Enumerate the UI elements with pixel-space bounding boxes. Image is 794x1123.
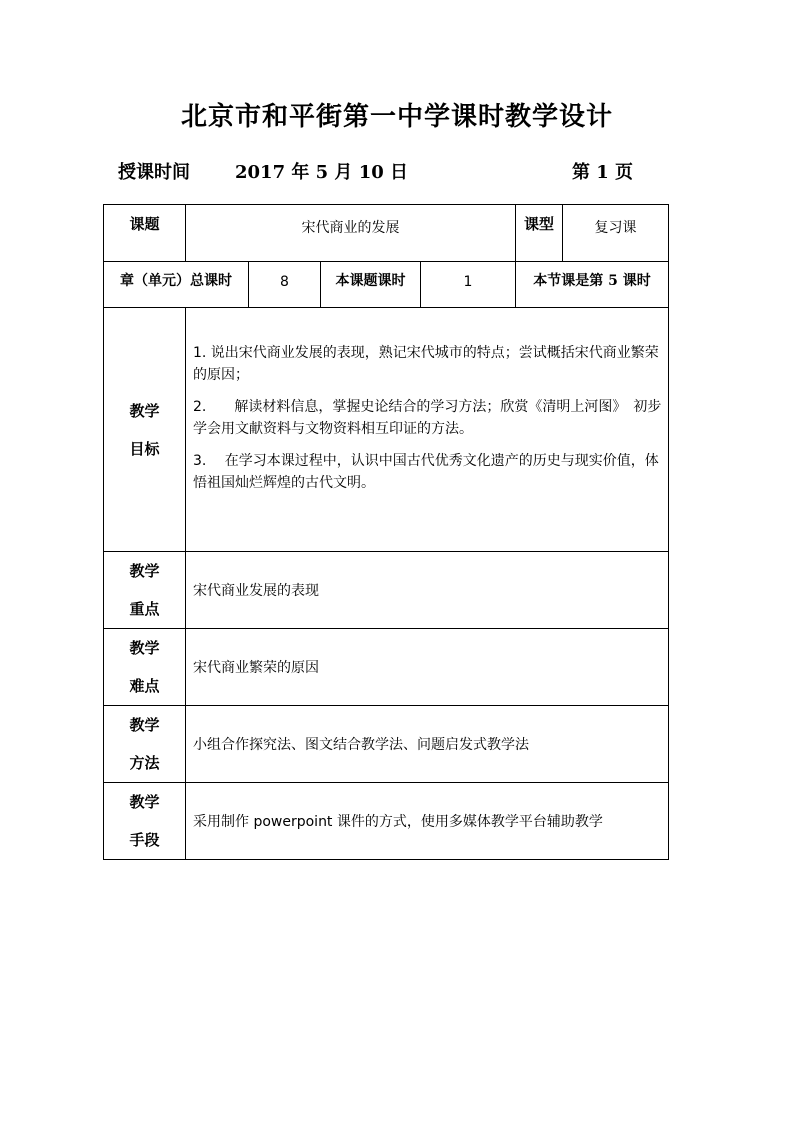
- difficulties-label-line1: 教学: [129, 639, 160, 657]
- page-number: 第 1 页: [572, 162, 634, 183]
- table-row: [104, 629, 669, 706]
- goals-label-line2: 目标: [129, 439, 160, 458]
- type-label: 课型: [516, 205, 563, 262]
- lesson-count-value: 1: [421, 262, 516, 308]
- date-label: 授课时间: [118, 162, 190, 183]
- table-row: [104, 308, 669, 552]
- key-points-value: 宋代商业发展的表现: [186, 552, 669, 629]
- table-row: [104, 783, 669, 860]
- topic-label: 课题: [104, 205, 186, 262]
- methods-label-line2: 方法: [129, 754, 160, 772]
- goals-label: [104, 308, 186, 552]
- key-points-label-line1: 教学: [129, 562, 160, 580]
- type-value: 复习课: [563, 205, 669, 262]
- key-points-label: [104, 552, 186, 629]
- date-value: 2017 年 5 月 10 日: [235, 162, 409, 183]
- table-row: [104, 706, 669, 783]
- means-label-line2: 手段: [129, 831, 160, 849]
- table-row: [104, 552, 669, 629]
- goal-item: 1. 说出宋代商业发展的表现，熟记宋代城市的特点；尝试概括宋代商业繁荣的原因；: [193, 345, 659, 383]
- goal-item: 2. 解读材料信息，掌握史论结合的学习方法；欣赏《清明上河图》 初步学会用文献资料与文物资料相互印证的方法。: [193, 399, 662, 437]
- means-label: [104, 783, 186, 860]
- means-value: 采用制作 powerpoint 课件的方式，使用多媒体教学平台辅助教学: [186, 783, 669, 860]
- table-row: [104, 205, 669, 262]
- lesson-count-label: 本课题课时: [321, 262, 421, 308]
- methods-label: [104, 706, 186, 783]
- chapter-total-label: 章（单元）总课时: [104, 262, 249, 308]
- methods-label-line1: 教学: [129, 716, 160, 734]
- difficulties-value: 宋代商业繁荣的原因: [186, 629, 669, 706]
- date-line: [0, 158, 794, 186]
- goals-content: [186, 308, 669, 552]
- goals-label-line1: 教学: [129, 401, 160, 420]
- means-label-line1: 教学: [129, 793, 160, 811]
- difficulties-label: [104, 629, 186, 706]
- lesson-design-table: [103, 204, 669, 860]
- goal-item: 3. 在学习本课过程中，认识中国古代优秀文化遗产的历史与现实价值，体悟祖国灿烂辉煌的古代文明。: [193, 453, 659, 491]
- page-title: 北京市和平街第一中学课时教学设计: [180, 102, 613, 132]
- chapter-total-value: 8: [249, 262, 321, 308]
- difficulties-label-line2: 难点: [129, 677, 160, 695]
- table-row: [104, 262, 669, 308]
- topic-value: 宋代商业的发展: [186, 205, 516, 262]
- methods-value: 小组合作探究法、图文结合教学法、问题启发式教学法: [186, 706, 669, 783]
- current-lesson: 本节课是第 5 课时: [516, 262, 669, 308]
- key-points-label-line2: 重点: [129, 600, 160, 618]
